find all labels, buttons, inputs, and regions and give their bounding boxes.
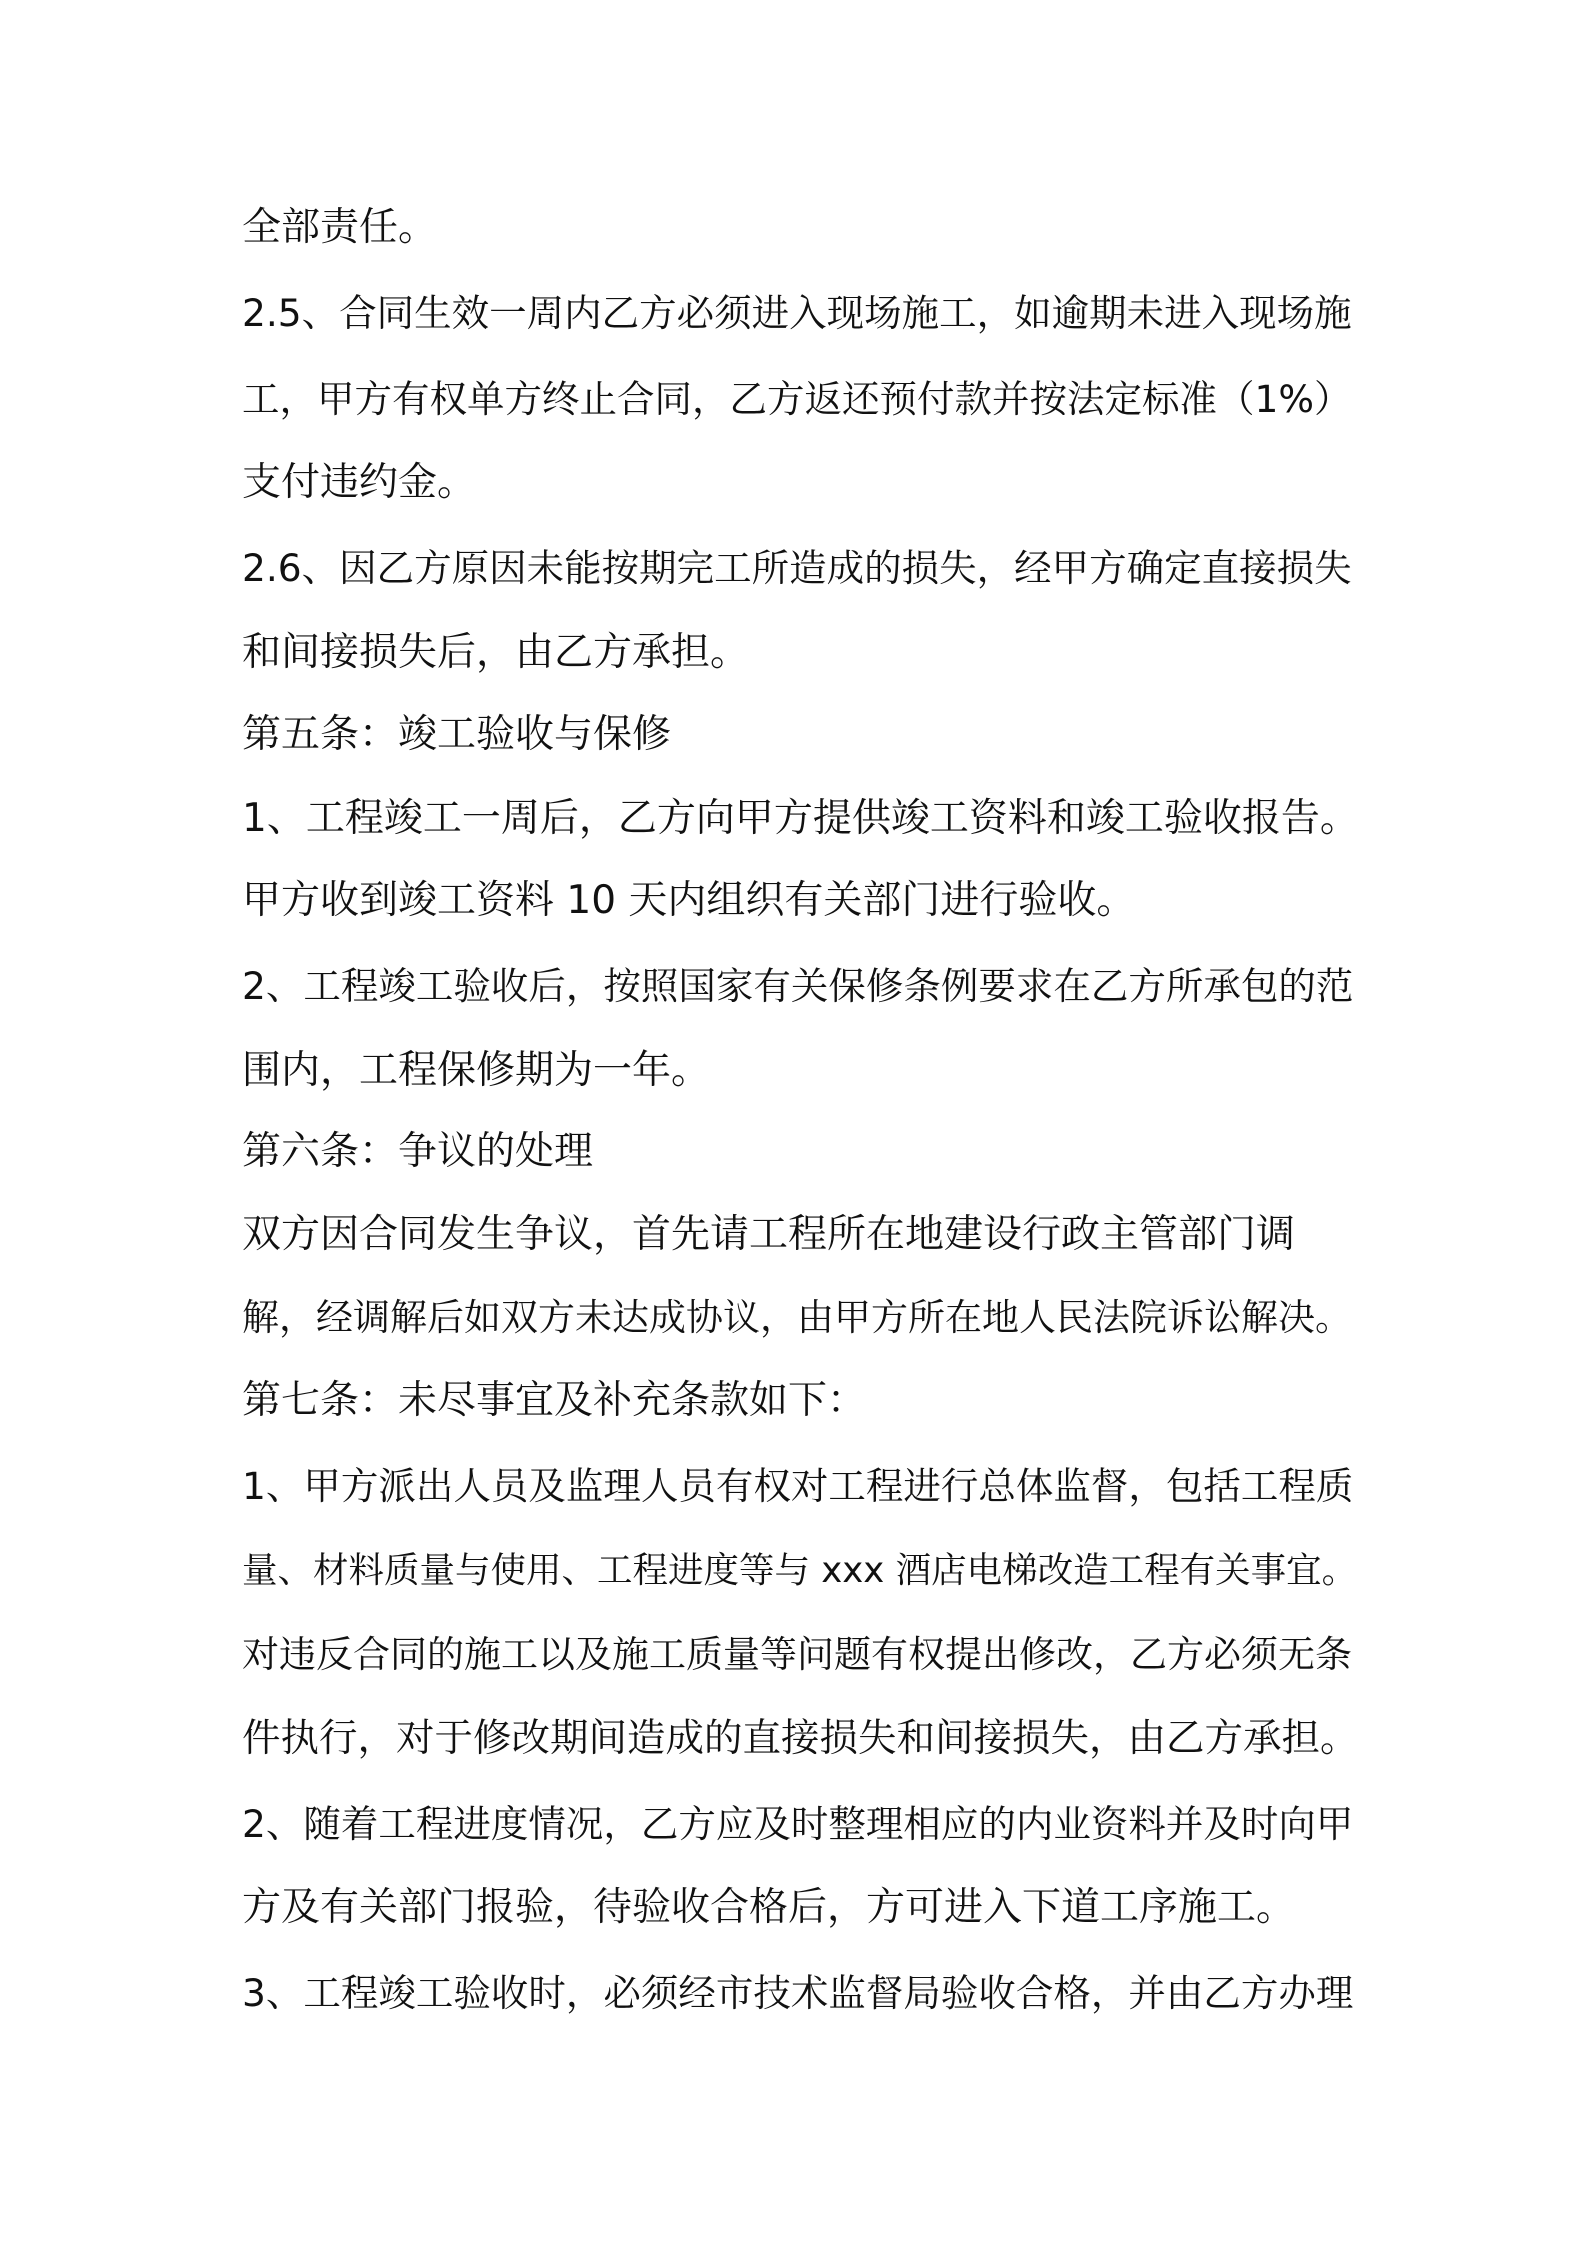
- text-line: 2、随着工程进度情况，乙方应及时整理相应的内业资料并及时向甲: [242, 1802, 1354, 1846]
- text-line: 解，经调解后如双方未达成协议，由甲方所在地人民法院诉讼解决。: [242, 1296, 1352, 1339]
- text-line: 2.5、合同生效一周内乙方必须进入现场施工，如逾期未进入现场施: [242, 291, 1352, 335]
- text-line: 和间接损失后，由乙方承担。: [242, 630, 750, 675]
- text-line: 件执行，对于修改期间造成的直接损失和间接损失，由乙方承担。: [242, 1716, 1359, 1761]
- text-line: 全部责任。: [242, 205, 438, 250]
- text-line: 对违反合同的施工以及施工质量等问题有权提出修改，乙方必须无条: [242, 1633, 1352, 1676]
- text-line: 支付违约金。: [242, 460, 477, 505]
- text-line: 方及有关部门报验，待验收合格后，方可进入下道工序施工。: [242, 1885, 1296, 1930]
- text-line: 围内，工程保修期为一年。: [242, 1048, 711, 1093]
- text-line: 2.6、因乙方原因未能按期完工所造成的损失，经甲方确定直接损失: [242, 546, 1352, 590]
- section-heading: 第五条：竣工验收与保修: [242, 712, 672, 757]
- section-heading: 第七条：未尽事宜及补充条款如下：: [242, 1378, 867, 1423]
- text-line: 量、材料质量与使用、工程进度等与 xxx 酒店电梯改造工程有关事宜。: [242, 1550, 1358, 1591]
- section-heading: 第六条：争议的处理: [242, 1129, 594, 1174]
- text-line: 1、甲方派出人员及监理人员有权对工程进行总体监督，包括工程质: [242, 1464, 1354, 1508]
- text-line: 甲方收到竣工资料 10 天内组织有关部门进行验收。: [242, 878, 1136, 923]
- text-line: 2、工程竣工验收后，按照国家有关保修条例要求在乙方所承包的范: [242, 964, 1354, 1008]
- text-line: 3、工程竣工验收时，必须经市技术监督局验收合格，并由乙方办理: [242, 1971, 1354, 2015]
- text-line: 双方因合同发生争议，首先请工程所在地建设行政主管部门调: [242, 1212, 1296, 1257]
- text-line: 工，甲方有权单方终止合同，乙方返还预付款并按法定标准（1%）: [242, 377, 1352, 421]
- text-line: 1、工程竣工一周后，乙方向甲方提供竣工资料和竣工验收报告。: [242, 796, 1359, 841]
